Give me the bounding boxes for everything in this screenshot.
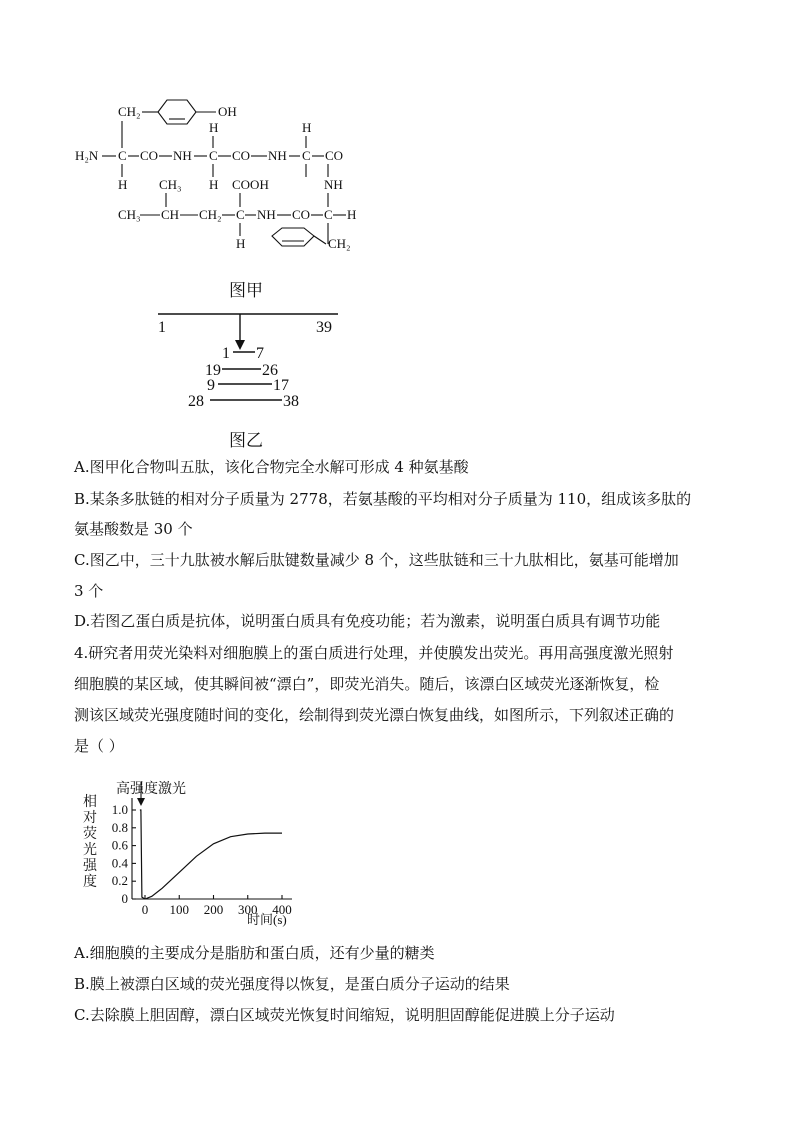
- q3-option-d: D.若图乙蛋白质是抗体，说明蛋白质具有免疫功能；若为激素，说明蛋白质具有调节功能: [74, 612, 661, 630]
- label-h2n: H₂N: [75, 148, 99, 163]
- label-row2-c1: C: [236, 207, 245, 222]
- label-ch2-bottom: CH₂: [328, 236, 351, 251]
- label-h-c2-above: H: [209, 120, 219, 135]
- label-row2-co: CO: [292, 207, 311, 222]
- figure-yi-diagram: [150, 308, 350, 413]
- chart-x-tick-label: 100: [169, 902, 189, 917]
- q3-option-a: A.图甲化合物叫五肽，该化合物完全水解可形成 4 种氨基酸: [74, 458, 469, 476]
- chart-y-tick-label: 0.2: [111, 873, 128, 889]
- fragment-28-38-start: 28: [188, 393, 204, 410]
- q4-option-c: C.去除膜上胆固醇，漂白区域荧光恢复时间缩短，说明胆固醇能促进膜上分子运动: [74, 1006, 615, 1024]
- label-h-c3-above: H: [302, 120, 312, 135]
- label-end-39: 39: [316, 319, 332, 336]
- chart-xlabel: 时间(s): [247, 912, 287, 927]
- fragment-28-38-end: 38: [283, 393, 299, 410]
- chart-x-tick-label: 200: [203, 902, 224, 917]
- chart-y-tick-label: 0.6: [111, 837, 128, 853]
- label-row2-c2: C: [324, 207, 333, 222]
- q4-stem-line3: 测该区域荧光强度随时间的变化，绘制得到荧光漂白恢复曲线，如图所示，下列叙述正确的: [74, 706, 675, 724]
- fragment-19-26-end: 26: [262, 362, 278, 379]
- chart-x-tick-label: 400: [272, 902, 292, 917]
- label-row2-ch2: CH₂: [199, 207, 222, 222]
- q4-option-a: A.细胞膜的主要成分是脂肪和蛋白质，还有少量的糖类: [74, 944, 435, 962]
- q3-option-b-line2: 氨基酸数是 30 个: [74, 520, 193, 538]
- fragment-1-7-end: 7: [256, 345, 264, 362]
- fragment-1-7-start: 1: [222, 345, 230, 362]
- chart-x-tick-label: 300: [238, 902, 258, 917]
- label-row1-co1: CO: [140, 148, 159, 163]
- q3-option-c-line2: 3 个: [74, 582, 104, 600]
- label-nh-right: NH: [324, 177, 343, 192]
- label-row1-co2: CO: [232, 148, 251, 163]
- chart-annotation-laser: 高强度激光: [116, 782, 186, 797]
- figure-yi-caption: 图乙: [229, 431, 263, 451]
- label-h-c2-below: H: [209, 177, 219, 192]
- label-row1-c2: C: [209, 148, 218, 163]
- figure-jia-structure: [60, 88, 380, 263]
- fragment-19-26-start: 19: [205, 362, 221, 379]
- arrow-head-icon: [235, 340, 245, 350]
- q4-stem-line2: 细胞膜的某区域，使其瞬间被“漂白”，即荧光消失。随后，该漂白区域荧光逐渐恢复，检: [74, 675, 660, 693]
- label-row2-h-right: H: [347, 207, 357, 222]
- q3-option-b-line1: B.某条多肽链的相对分子质量为 2778，若氨基酸的平均相对分子质量为 110，组成该多肽的: [74, 490, 692, 508]
- label-row1-nh1: NH: [173, 148, 192, 163]
- label-cooh: COOH: [232, 177, 269, 192]
- chart-series-line: [140, 810, 282, 899]
- q3-option-c-line1: C.图乙中，三十九肽被水解后肽键数量减少 8 个，这些肽链和三十九肽相比，氨基可能增加: [74, 551, 679, 569]
- q4-stem-line1: 4.研究者用荧光染料对细胞膜上的蛋白质进行处理，并使膜发出荧光。再用高强度激光照射: [74, 644, 674, 662]
- label-ch2-top: CH₂: [118, 104, 141, 119]
- label-row1-c1: C: [118, 148, 127, 163]
- label-row2-nh: NH: [257, 207, 276, 222]
- fragment-9-17-end: 17: [273, 377, 289, 394]
- chart-y-tick-label: 0.4: [111, 855, 128, 871]
- label-oh: OH: [218, 104, 237, 119]
- laser-arrow-head-icon: [137, 798, 145, 806]
- label-ch3-branch: CH₃: [159, 177, 182, 192]
- fragment-9-17-start: 9: [207, 377, 215, 394]
- figure-jia-caption: 图甲: [229, 281, 263, 301]
- label-row1-c3: C: [302, 148, 311, 163]
- chart-ylabel: 相对荧光强度: [83, 795, 97, 890]
- chart-y-tick-label: 1.0: [111, 802, 128, 817]
- label-start-1: 1: [158, 319, 166, 336]
- label-row2-ch: CH: [161, 207, 180, 222]
- fluorescence-recovery-chart: [70, 772, 330, 932]
- label-row1-nh2: NH: [268, 148, 287, 163]
- label-row2-ch3: CH₃: [118, 207, 141, 222]
- chart-x-tick-label: 0: [141, 902, 149, 917]
- chart-y-tick-label: 0.8: [111, 819, 128, 835]
- q4-stem-line4: 是（ ）: [74, 737, 124, 755]
- label-h-row2-below: H: [236, 236, 246, 251]
- q4-option-b: B.膜上被漂白区域的荧光强度得以恢复，是蛋白质分子运动的结果: [74, 975, 510, 993]
- label-h-c1-below: H: [118, 177, 128, 192]
- chart-y-tick-label: 0: [121, 891, 128, 906]
- label-row1-co3: CO: [325, 148, 344, 163]
